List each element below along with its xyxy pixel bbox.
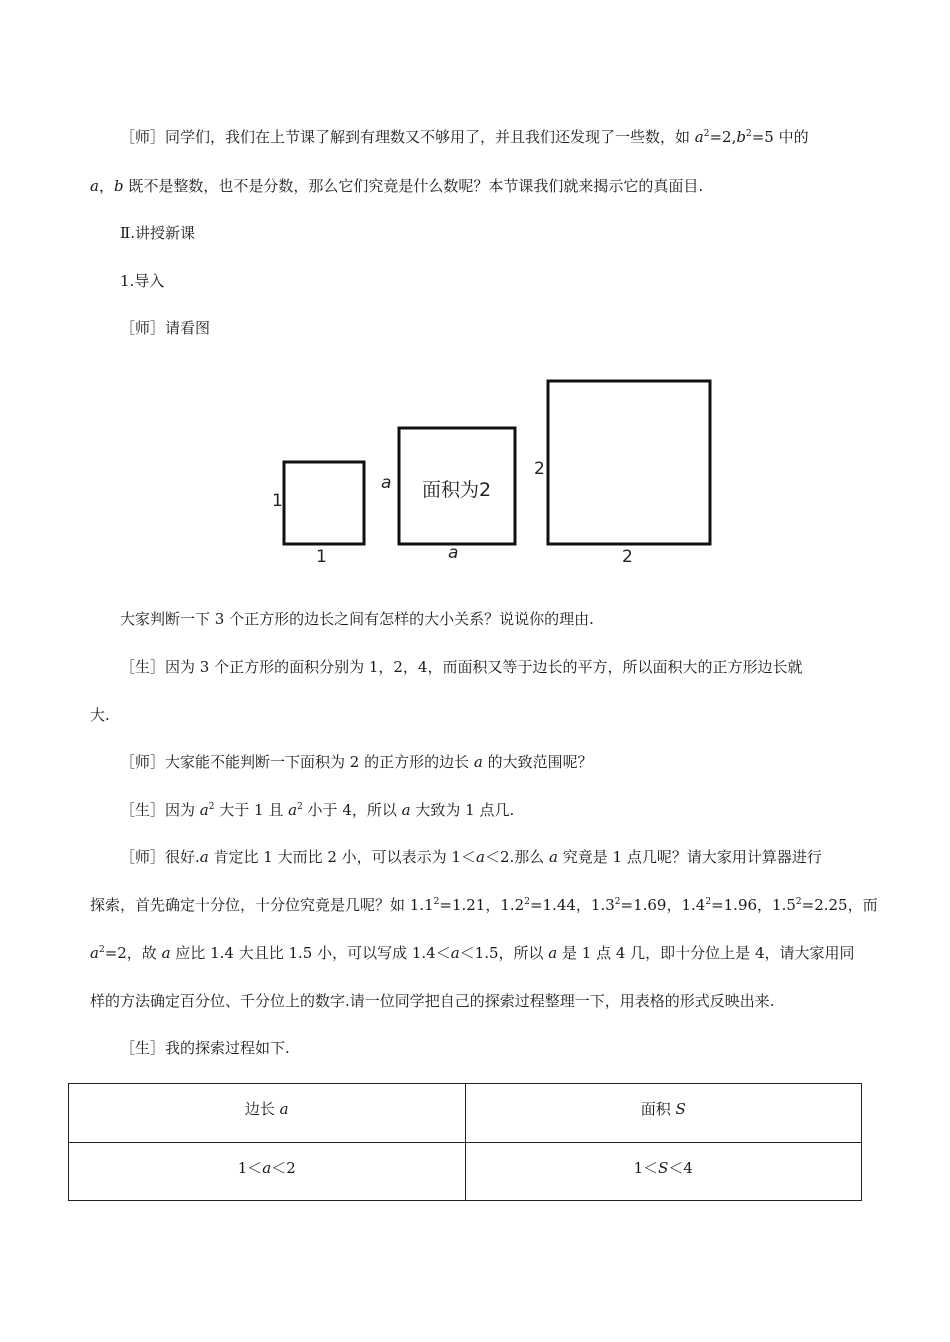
table-row <box>69 1142 862 1201</box>
teacher3-line-3: $a^2=2$，故 a 应比 1.4 大且比 1.5 小，可以写成 1.4＜a＜1.5，所以 a 是 1 点 4 几，即十分位上是 4，请大家用同 <box>90 944 855 962</box>
table-header-row <box>69 1084 862 1143</box>
square2-side-label-bottom: a <box>448 543 459 563</box>
square1-side-label-left: 1 <box>272 491 283 511</box>
table-header-side: 边长 a <box>69 1084 466 1143</box>
teacher2-line: ［师］大家能不能判断一下面积为 2 的正方形的边长 a 的大致范围呢？ <box>120 753 593 771</box>
teacher3-line-2: 探索，首先确定十分位，十分位究竟是几呢？如 $1.1^2=1.21$，$1.2^2=1.44$，$1.3^2=1.69$，$1.4^2=1.96$，$1.5^2=2.25$，而 <box>90 896 878 914</box>
square-area-4 <box>548 381 710 544</box>
table-cell-side-range: 1＜a＜2 <box>69 1142 466 1201</box>
student3-line: ［生］我的探索过程如下. <box>120 1039 290 1057</box>
square3-side-label-bottom: 2 <box>622 547 633 567</box>
student1-line-2: 大. <box>90 706 110 724</box>
section-heading: Ⅱ.讲授新课 <box>120 224 195 242</box>
square2-side-label-left: a <box>381 473 392 493</box>
question-line: 大家判断一下 3 个正方形的边长之间有怎样的大小关系？说说你的理由. <box>120 610 594 628</box>
table-cell-area-range: 1＜S＜4 <box>465 1142 862 1201</box>
square1-side-label-bottom: 1 <box>316 547 327 567</box>
student1-line-1: ［生］因为 3 个正方形的面积分别为 1，2，4，而面积又等于边长的平方，所以面积大的正方形边长就 <box>120 658 803 676</box>
square-area-1 <box>284 462 364 544</box>
intro-line-2: a，b 既不是整数，也不是分数，那么它们究竟是什么数呢？本节课我们就来揭示它的真面目. <box>90 177 704 195</box>
table-header-area: 面积 S <box>465 1084 862 1143</box>
teacher-look-line: ［师］请看图 <box>120 319 211 337</box>
exploration-table <box>68 1083 862 1201</box>
intro-line-1: ［师］同学们，我们在上节课了解到有理数又不够用了，并且我们还发现了一些数，如 $a^2=2,b^2=5$ 中的 <box>120 128 809 146</box>
teacher3-line-4: 样的方法确定百分位、千分位上的数字.请一位同学把自己的探索过程整理一下，用表格的形式反映出来. <box>90 992 775 1010</box>
teacher3-line-1: ［师］很好.a 肯定比 1 大而比 2 小，可以表示为 1＜a＜2.那么 a 究竟是 1 点几呢？请大家用计算器进行 <box>120 848 822 866</box>
square3-side-label-left: 2 <box>534 459 545 479</box>
student2-line: ［生］因为 $a^2$ 大于 1 且 $a^2$ 小于 4，所以 a 大致为 1 点几. <box>120 801 515 819</box>
sub-heading: 1.导入 <box>120 272 165 290</box>
square2-area-label: 面积为2 <box>422 479 492 501</box>
three-squares-figure <box>260 370 730 570</box>
